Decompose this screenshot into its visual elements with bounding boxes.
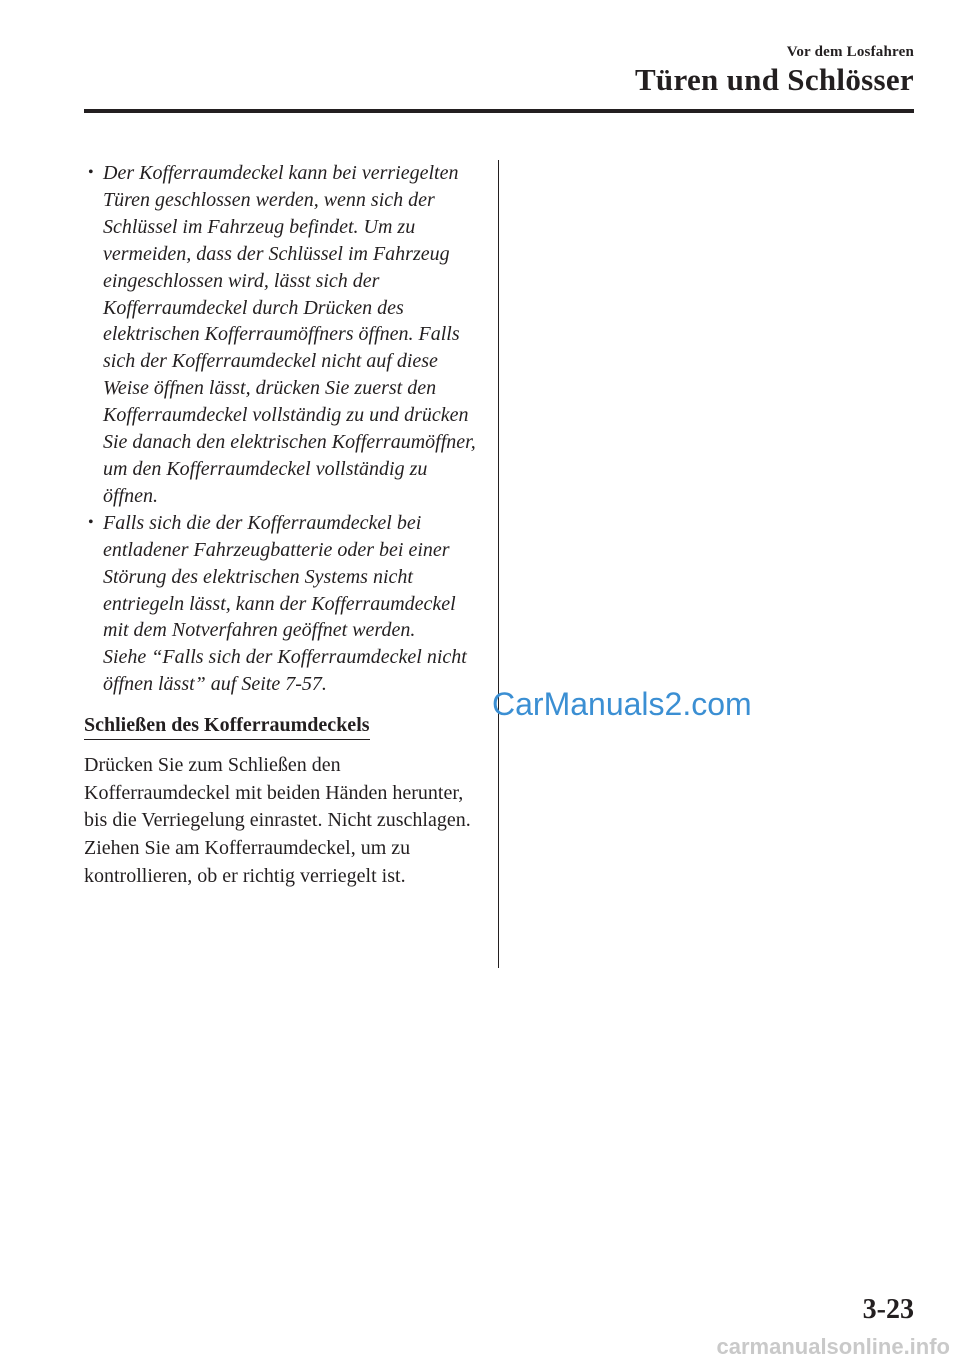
page-title: Türen und Schlösser bbox=[634, 62, 914, 97]
note-text: Falls sich die der Kofferraumdeckel bei entladener Fahrzeugbatterie oder bei einer Störung des elektrischen Systems nicht entriegeln lässt, kann der Kofferraumdeckel mit dem Notverfahren geöffnet werden. bbox=[103, 511, 456, 642]
note-item bbox=[84, 510, 479, 698]
page-reference: Siehe “Falls sich der Kofferraumdeckel nicht öffnen lässt” auf Seite 7-57. bbox=[103, 646, 467, 696]
note-item bbox=[84, 160, 479, 510]
section-heading: Schließen des Kofferraumdeckels bbox=[84, 712, 370, 740]
section-body: Drücken Sie zum Schließen den Kofferraumdeckel mit beiden Händen herunter, bis die Verriegelung einrastet. Nicht zuschlagen. Ziehen Sie am Kofferraumdeckel, um zu kontrollieren, ob er richtig verriegelt ist. bbox=[84, 754, 471, 887]
header-rule bbox=[84, 109, 914, 113]
column-divider bbox=[498, 160, 499, 968]
footer-watermark: carmanualsonline.info bbox=[716, 1334, 950, 1359]
left-column bbox=[84, 160, 479, 890]
note-text: Der Kofferraumdeckel kann bei verriegelten Türen geschlossen werden, wenn sich der Schlüssel im Fahrzeug befindet. Um zu vermeiden, dass der Schlüssel im Fahrzeug eingeschlossen wird, lässt sich der Kofferraumdeckel durch Drücken des elektrischen Kofferraumöffners öffnen. Falls sich der Kofferraumdeckel nicht auf diese Weise öffnen lässt, drücken Sie zuerst den Kofferraumdeckel vollständig zu und drücken Sie danach den elektrischen Kofferraumöffner, um den Kofferraumdeckel vollständig zu öffnen. bbox=[103, 162, 476, 507]
page-number: 3-23 bbox=[862, 1294, 914, 1325]
note-list bbox=[84, 160, 479, 698]
chapter-label: Vor dem Losfahren bbox=[786, 44, 914, 60]
bullet-icon: • bbox=[88, 164, 94, 181]
watermark-logo: CarManuals2.com bbox=[492, 686, 752, 722]
bullet-icon: • bbox=[88, 513, 94, 531]
